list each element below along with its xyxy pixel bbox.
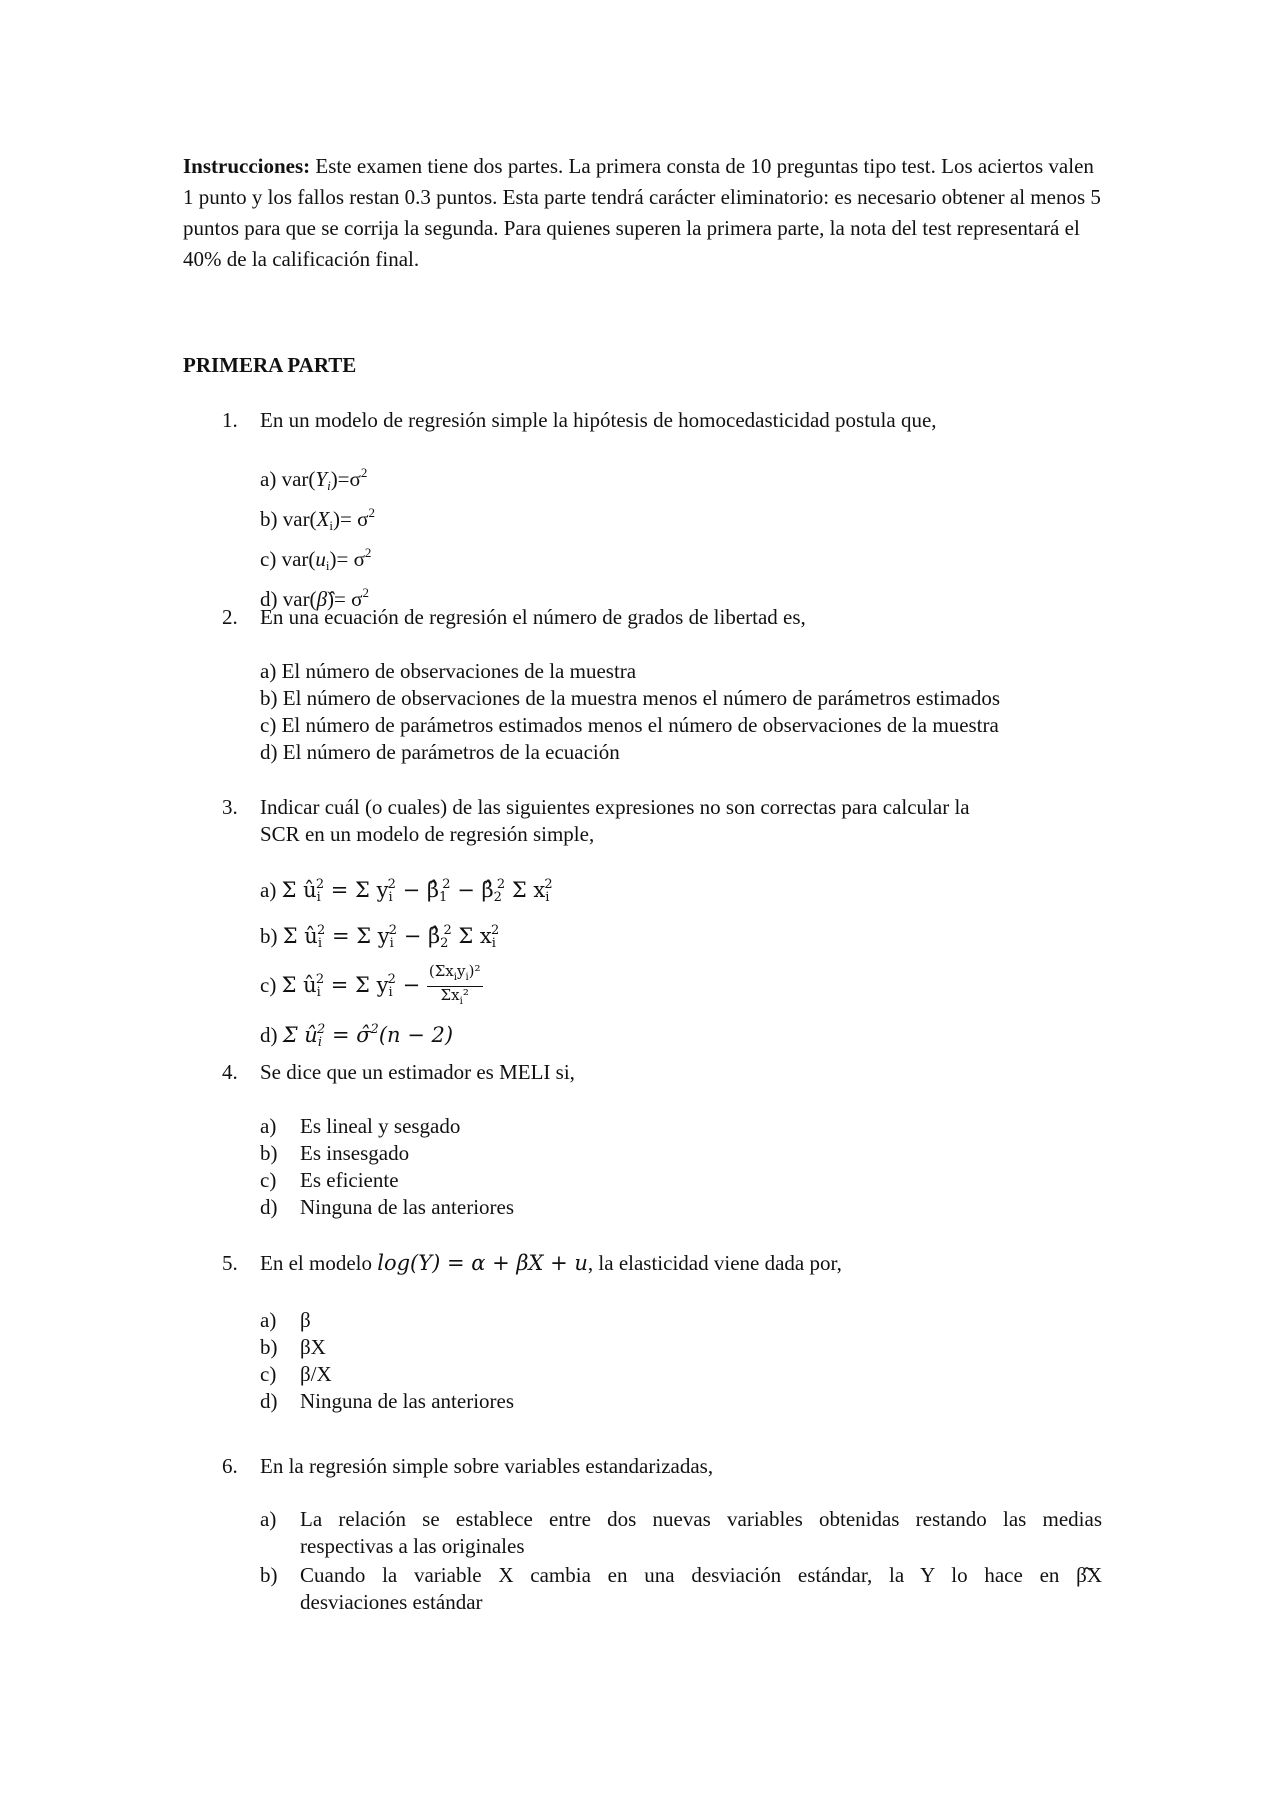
question-2	[222, 604, 1102, 766]
option-c: c) β/X	[260, 1362, 332, 1386]
question-number: 6.	[222, 1454, 238, 1478]
question-stem-line-2: SCR en un modelo de regresión simple,	[260, 822, 595, 846]
question-stem: En la regresión simple sobre variables estandarizadas,	[260, 1454, 714, 1478]
option-b: b) Es insesgado	[260, 1141, 410, 1165]
option-a: a) La relación se establece entre dos nuevas variables obtenidas restando las medias respectivas a las originales	[260, 1507, 1102, 1558]
question-stem-line-1: Indicar cuál (o cuales) de las siguientes expresiones no son correctas para calcular la	[260, 795, 970, 819]
options-list	[260, 1307, 1102, 1415]
options-list	[260, 459, 1102, 613]
question-stem: En un modelo de regresión simple la hipótesis de homocedasticidad postula que,	[260, 408, 937, 432]
options-list	[260, 1113, 1102, 1221]
options-list	[260, 658, 1102, 766]
question-number: 2.	[222, 605, 238, 629]
option-a: a) Es lineal y sesgado	[260, 1114, 461, 1138]
option-b: b) Cuando la variable X cambia en una desviación estándar, la Y lo hace en β̂X desviaciones estándar	[260, 1563, 1102, 1614]
instructions-text: Este examen tiene dos partes. La primera consta de 10 preguntas tipo test. Los aciertos valen 1 punto y los fallos restan 0.3 puntos. Esta parte tendrá carácter eliminatorio: es necesario obtener al menos 5 puntos para que se corrija la segunda. Para quienes superen la primera parte, la nota del test representará el 40% de la calificación final.	[183, 154, 1101, 271]
question-number: 3.	[222, 795, 238, 819]
option-a: a) El número de observaciones de la muestra	[260, 659, 637, 683]
question-stem: En el modelo log(Y) = α + βX + u, la elasticidad viene dada por,	[260, 1251, 842, 1275]
question-stem: Se dice que un estimador es MELI si,	[260, 1060, 575, 1084]
question-number: 4.	[222, 1060, 238, 1084]
option-b: b) El número de observaciones de la muestra menos el número de parámetros estimados	[260, 686, 1001, 710]
option-c: c) El número de parámetros estimados menos el número de observaciones de la muestra	[260, 713, 999, 737]
option-a: a) Σ $û_i^2 = \Sigma$ $y_i^2$ − $\betâ_1^2$ − $\betâ_2^2$ Σ $x_i^2$	[260, 877, 553, 905]
question-number: 5.	[222, 1251, 238, 1275]
options-list	[260, 1506, 1102, 1616]
option-c: c) Σ $û_i^2 = \Sigma$ $y_i^2$ − $\frac{(\Sigma x_iy_i)^2}{\Sigma x_i^2}$	[260, 962, 481, 1007]
option-d: d) Ninguna de las anteriores	[260, 1195, 515, 1219]
option-b: b) $var(X_i)= \sigma^2$	[260, 505, 375, 533]
section-title: PRIMERA PARTE	[183, 353, 357, 377]
model-formula: log(Y) = α + βX + u	[377, 1251, 588, 1275]
question-stem: En una ecuación de regresión el número de grados de libertad es,	[260, 605, 806, 629]
question-6	[222, 1453, 1102, 1616]
option-d: d) Ninguna de las anteriores	[260, 1389, 515, 1413]
question-5	[222, 1250, 1102, 1415]
instructions-label: Instrucciones:	[183, 154, 311, 178]
instructions-paragraph	[183, 151, 1103, 275]
option-d: d) El número de parámetros de la ecuación	[260, 740, 620, 764]
question-3	[222, 794, 1102, 1059]
options-list	[260, 868, 1102, 1059]
question-4	[222, 1059, 1102, 1221]
option-d: d) var(β̂)= $\sigma^2$	[260, 585, 369, 611]
option-d: d) Σ $û_i^2$ = σ̂$^2$(n − 2)	[260, 1022, 454, 1050]
option-c: c) Es eficiente	[260, 1168, 399, 1192]
question-number: 1.	[222, 408, 238, 432]
option-a: a) $var(Y_i)=\sigma^2$	[260, 465, 368, 493]
option-b: b) Σ $û_i^2 = \Sigma$ $y_i^2$ − $\betâ_2^2$ Σ $x_i^2$	[260, 923, 500, 951]
option-b: b) βX	[260, 1335, 326, 1359]
question-1	[222, 407, 1102, 613]
option-a: a) β	[260, 1308, 311, 1332]
option-c: c) $var(u_i)= \sigma^2$	[260, 545, 372, 573]
